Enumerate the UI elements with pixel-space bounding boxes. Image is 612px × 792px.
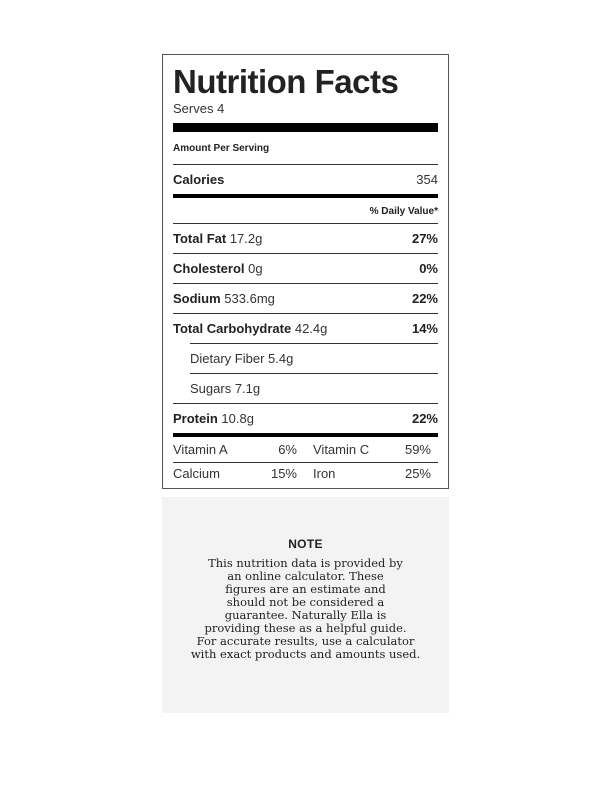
medium-divider xyxy=(173,433,438,437)
total-fat-label: Total Fat xyxy=(173,231,227,246)
protein-dv: 22% xyxy=(411,411,438,426)
divider xyxy=(190,373,438,374)
dietary-fiber-row xyxy=(173,351,438,367)
cholesterol-row xyxy=(173,261,438,277)
iron-value: 25% xyxy=(404,466,431,481)
protein-row xyxy=(173,411,438,427)
divider xyxy=(173,253,438,254)
sodium-row xyxy=(173,291,438,307)
iron-label: Iron xyxy=(313,466,336,481)
total-carbohydrate-label: Total Carbohydrate xyxy=(173,321,292,336)
note-line: figures are an estimate and xyxy=(225,582,386,596)
note-line: should not be considered a xyxy=(226,595,385,609)
note-line: providing these as a helpful guide. xyxy=(204,621,407,635)
cholesterol-amount: 0g xyxy=(248,261,263,276)
nutrition-facts-label xyxy=(162,54,449,489)
calories-row xyxy=(173,172,438,188)
sugars-row xyxy=(173,381,438,397)
divider xyxy=(173,283,438,284)
note-box xyxy=(162,497,449,713)
calories-label: Calories xyxy=(173,172,225,187)
total-carbohydrate-row xyxy=(173,321,438,337)
vitamin-a-value: 6% xyxy=(278,442,297,457)
calories-value: 354 xyxy=(416,172,438,187)
sodium-dv: 22% xyxy=(411,291,438,306)
vitamin-c-label: Vitamin C xyxy=(313,442,370,457)
vitamin-c-value: 59% xyxy=(404,442,431,457)
calcium-label: Calcium xyxy=(173,466,220,481)
sodium-label: Sodium xyxy=(173,291,221,306)
divider xyxy=(173,313,438,314)
sugars-label: Sugars xyxy=(190,381,232,396)
divider xyxy=(173,462,438,463)
total-fat-amount: 17.2g xyxy=(229,231,263,246)
sugars-amount: 7.1g xyxy=(234,381,261,396)
divider xyxy=(190,343,438,344)
serves-text: Serves 4 xyxy=(173,101,225,116)
total-carbohydrate-amount: 42.4g xyxy=(294,321,328,336)
divider xyxy=(173,403,438,404)
dietary-fiber-label: Dietary Fiber xyxy=(190,351,265,366)
daily-value-header: % Daily Value* xyxy=(369,206,438,217)
divider xyxy=(173,164,438,165)
total-carbohydrate-dv: 14% xyxy=(411,321,438,336)
dietary-fiber-amount: 5.4g xyxy=(268,351,294,366)
amount-per-serving: Amount Per Serving xyxy=(173,143,270,154)
cholesterol-dv: 0% xyxy=(419,261,438,276)
note-line: guarantee. Naturally Ella is xyxy=(224,608,387,622)
protein-label: Protein xyxy=(173,411,218,426)
total-fat-row xyxy=(173,231,438,247)
calcium-value: 15% xyxy=(270,466,297,481)
medium-divider xyxy=(173,194,438,198)
note-line: an online calculator. These xyxy=(227,569,384,583)
note-body xyxy=(186,557,425,661)
cholesterol-label: Cholesterol xyxy=(173,261,245,276)
nutrition-facts-title: Nutrition Facts xyxy=(173,63,399,100)
sodium-amount: 533.6mg xyxy=(224,291,275,306)
note-line: For accurate results, use a calculator xyxy=(196,634,415,648)
divider xyxy=(173,223,438,224)
vitamin-a-label: Vitamin A xyxy=(173,442,228,457)
note-line: with exact products and amounts used. xyxy=(190,647,421,661)
note-line: This nutrition data is provided by xyxy=(208,556,403,570)
total-fat-dv: 27% xyxy=(411,231,438,246)
protein-amount: 10.8g xyxy=(221,411,254,426)
thick-divider xyxy=(173,123,438,132)
note-title: NOTE xyxy=(288,537,323,551)
